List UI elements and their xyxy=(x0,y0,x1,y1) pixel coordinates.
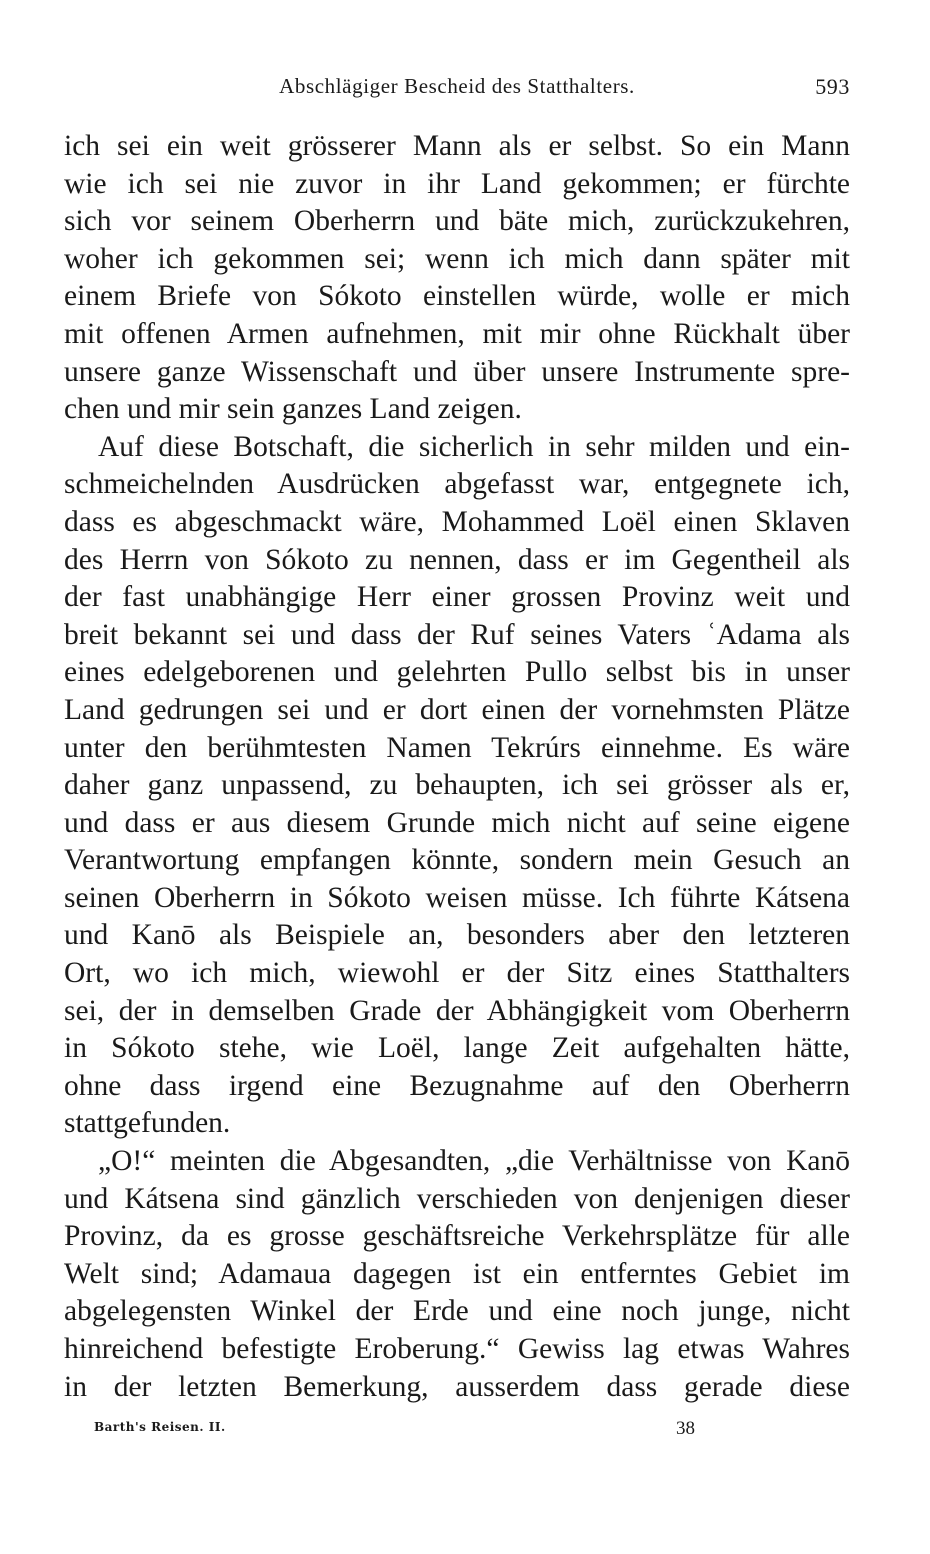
sheet-number: 38 xyxy=(676,1418,695,1439)
text-line: sei, der in demselben Grade der Abhängigkeit vom Oberherrn xyxy=(64,994,850,1027)
text-line: und dass er aus diesem Grunde mich nicht auf seine eigene xyxy=(64,806,850,839)
text-line: daher ganz unpassend, zu behaupten, ich sei grösser als er, xyxy=(64,769,850,802)
text-line: unter den berühmtesten Namen Tekrúrs einnehme. Es wäre xyxy=(64,731,850,764)
text-line: eines edelgeborenen und gelehrten Pullo selbst bis in unser xyxy=(64,656,850,689)
text-line: und Kanō als Beispiele an, besonders aber den letzteren xyxy=(64,919,850,952)
text-line: seinen Oberherrn in Sókoto weisen müsse. Ich führte Kátsena xyxy=(64,881,850,914)
running-head xyxy=(64,74,850,104)
page-footer xyxy=(64,1418,850,1442)
text-line: Auf diese Botschaft, die sicherlich in sehr milden und ein- xyxy=(98,430,850,463)
text-line: Land gedrungen sei und er dort einen der vornehmsten Plätze xyxy=(64,693,850,726)
book-page xyxy=(64,0,850,1554)
text-line: schmeichelnden Ausdrücken abgefasst war, entgegnete ich, xyxy=(64,468,850,501)
text-line: woher ich gekommen sei; wenn ich mich dann später mit xyxy=(64,242,850,275)
text-line: einem Briefe von Sókoto einstellen würde, wolle er mich xyxy=(64,280,850,313)
text-line: „O!“ meinten die Abgesandten, „die Verhältnisse von Kanō xyxy=(98,1145,850,1178)
text-line: ich sei ein weit grösserer Mann als er selbst. So ein Mann xyxy=(64,130,850,162)
text-line: in Sókoto stehe, wie Loël, lange Zeit aufgehalten hätte, xyxy=(64,1032,850,1065)
text-line: Verantwortung empfangen könnte, sondern mein Gesuch an xyxy=(64,844,850,877)
text-line: Ort, wo ich mich, wiewohl er der Sitz eines Statthalters xyxy=(64,957,850,990)
text-line: chen und mir sein ganzes Land zeigen. xyxy=(64,393,522,426)
paragraph xyxy=(64,429,850,1143)
text-line: des Herrn von Sókoto zu nennen, dass er im Gegentheil als xyxy=(64,543,850,576)
body-text xyxy=(64,128,850,1406)
page-number: 593 xyxy=(815,74,850,99)
text-line: wie ich sei nie zuvor in ihr Land gekommen; er fürchte xyxy=(64,167,850,200)
text-line: hinreichend befestigte Eroberung.“ Gewiss lag etwas Wahres xyxy=(64,1333,850,1365)
text-line: breit bekannt sei und dass der Ruf seines Vaters ʿAdama als xyxy=(64,618,850,651)
text-line: stattgefunden. xyxy=(64,1107,231,1140)
text-line: sich vor seinem Oberherrn und bäte mich, zurückzukehren, xyxy=(64,205,850,238)
text-line: Provinz, da es grosse geschäftsreiche Verkehrsplätze für alle xyxy=(64,1220,850,1253)
text-line: Welt sind; Adamaua dagegen ist ein entferntes Gebiet im xyxy=(64,1257,850,1290)
running-title: Abschlägiger Bescheid des Statthalters. xyxy=(279,74,635,98)
text-line: unsere ganze Wissenschaft und über unsere Instrumente spre- xyxy=(64,355,850,388)
text-line: in der letzten Bemerkung, ausserdem dass gerade diese xyxy=(64,1370,850,1403)
printer-signature: Barth's Reisen. II. xyxy=(94,1420,226,1434)
paragraph xyxy=(64,1143,850,1406)
text-line: abgelegensten Winkel der Erde und eine noch junge, nicht xyxy=(64,1295,850,1328)
text-line: dass es abgeschmackt wäre, Mohammed Loël einen Sklaven xyxy=(64,505,850,538)
text-line: der fast unabhängige Herr einer grossen Provinz weit und xyxy=(64,581,850,614)
text-line: ohne dass irgend eine Bezugnahme auf den Oberherrn xyxy=(64,1069,850,1102)
paragraph xyxy=(64,128,850,429)
text-line: und Kátsena sind gänzlich verschieden von denjenigen dieser xyxy=(64,1182,850,1215)
text-line: mit offenen Armen aufnehmen, mit mir ohne Rückhalt über xyxy=(64,317,850,350)
